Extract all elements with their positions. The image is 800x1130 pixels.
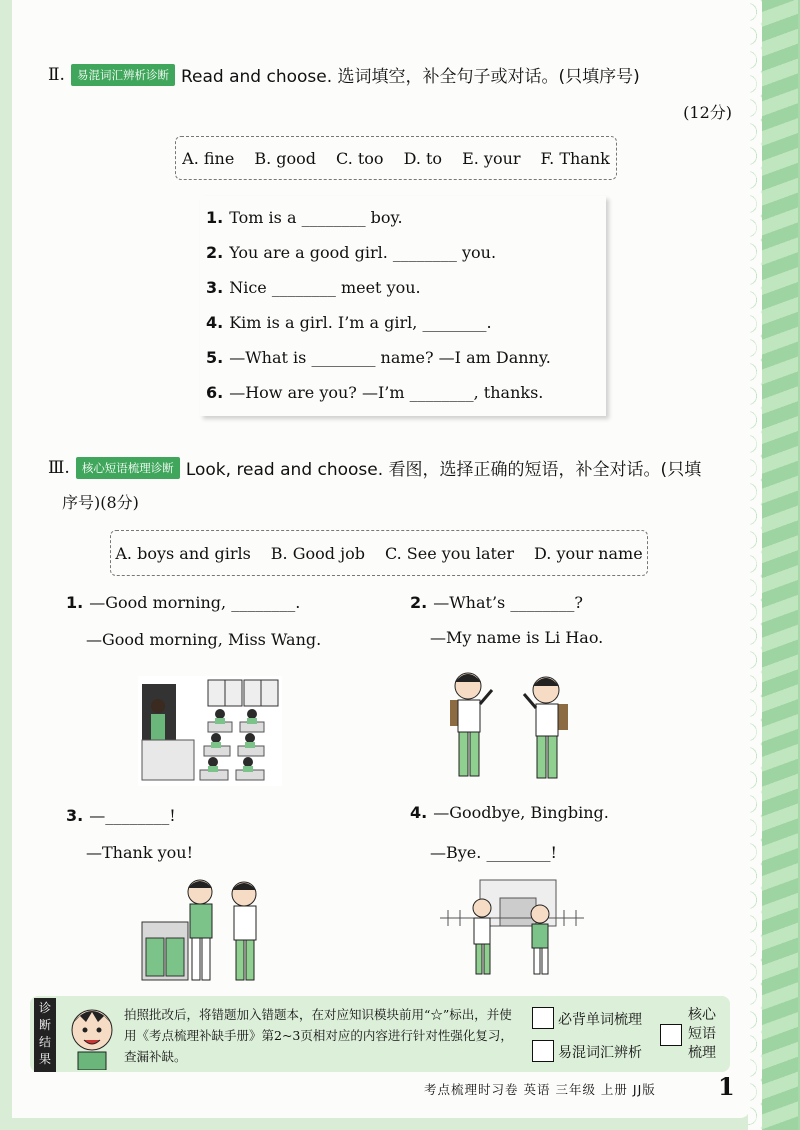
boy-left (450, 673, 492, 776)
two-boys-illustration (440, 668, 580, 786)
section3-header (48, 455, 701, 480)
option-c: C. too (336, 148, 384, 168)
question-6: 6. —How are you? —I’m ________, thanks. (206, 383, 544, 402)
footer-instructions: 拍照批改后，将错题加入错题本，在对应知识模块前用“☆”标出，并使用《考点梳理补缺手册》第2~3页相对应的内容进行针对性强化复习，查漏补缺。 (124, 1007, 513, 1064)
option-e: E. your (462, 148, 521, 168)
section3-option-box (110, 530, 648, 576)
section2-header (48, 62, 640, 87)
section2-title: Read and choose. 选词填空，补全句子或对话。(只填序号) (180, 67, 640, 87)
classroom-illustration (138, 676, 282, 786)
checkbox-confusing-words[interactable] (532, 1040, 554, 1062)
dialog-3-line2: —Thank you! (86, 843, 194, 862)
option-b: B. good (254, 148, 317, 168)
dialog-1-line2: —Good morning, Miss Wang. (86, 630, 322, 649)
diagnosis-tab: 诊断结果 (34, 998, 56, 1072)
option-c: C. See you later (384, 543, 515, 563)
section3-title: Look, read and choose. 看图，选择正确的短语，补全对话。(只填 (185, 460, 702, 480)
checkbox-core-phrases[interactable] (660, 1024, 682, 1046)
school-gate-illustration (440, 878, 584, 978)
option-d: D. your name (534, 543, 643, 563)
section2-option-box (175, 136, 617, 180)
option-a: A. fine (182, 148, 235, 168)
option-b: B. Good job (270, 543, 365, 563)
book-info: 考点梳理时习卷 英语 三年级 上册 JJ版 (424, 1082, 656, 1097)
boy-right (524, 677, 568, 778)
section2-numeral: Ⅱ. (48, 64, 65, 85)
section2-question-list (200, 196, 606, 416)
question-5: 5. —What is ________ name? —I am Danny. (206, 348, 551, 367)
question-4: 4. Kim is a girl. I’m a girl, ________. (206, 313, 492, 332)
section3-title-cont: 序号)(8分) (62, 493, 139, 512)
recycle-bin-illustration (140, 878, 270, 982)
option-f: F. Thank (540, 148, 610, 168)
page-number: 1 (718, 1072, 735, 1101)
checkbox-vocab[interactable] (532, 1007, 554, 1029)
checkbox-core-phrases-label: 核心短语梳理 (688, 1007, 716, 1061)
section3-numeral: Ⅲ. (48, 457, 70, 478)
section2-badge: 易混词汇辨析诊断 (71, 64, 175, 86)
question-2: 2. You are a good girl. ________ you. (206, 243, 497, 262)
teacher-desk (142, 740, 194, 780)
dialog-2-line1: 2. —What’s ________? (410, 593, 583, 612)
green-wavy-border (748, 0, 800, 1130)
section3-badge: 核心短语梳理诊断 (76, 457, 180, 479)
option-d: D. to (403, 148, 443, 168)
dialog-4-line2: —Bye. ________! (430, 843, 557, 862)
dialog-1-line1: 1. —Good morning, ________. (66, 593, 301, 612)
option-a: A. boys and girls (115, 543, 251, 563)
question-1: 1. Tom is a ________ boy. (206, 208, 403, 227)
dialog-4-line1: 4. —Goodbye, Bingbing. (410, 803, 609, 822)
cartoon-boy-icon (64, 1004, 120, 1070)
dialog-3-line1: 3. —________! (66, 806, 176, 825)
checkbox-confusing-words-label: 易混词汇辨析 (558, 1045, 642, 1061)
checkbox-vocab-label: 必背单词梳理 (558, 1012, 642, 1028)
dialog-2-line2: —My name is Li Hao. (430, 628, 604, 647)
question-3: 3. Nice ________ meet you. (206, 278, 421, 297)
section2-score: (12分) (683, 103, 732, 122)
